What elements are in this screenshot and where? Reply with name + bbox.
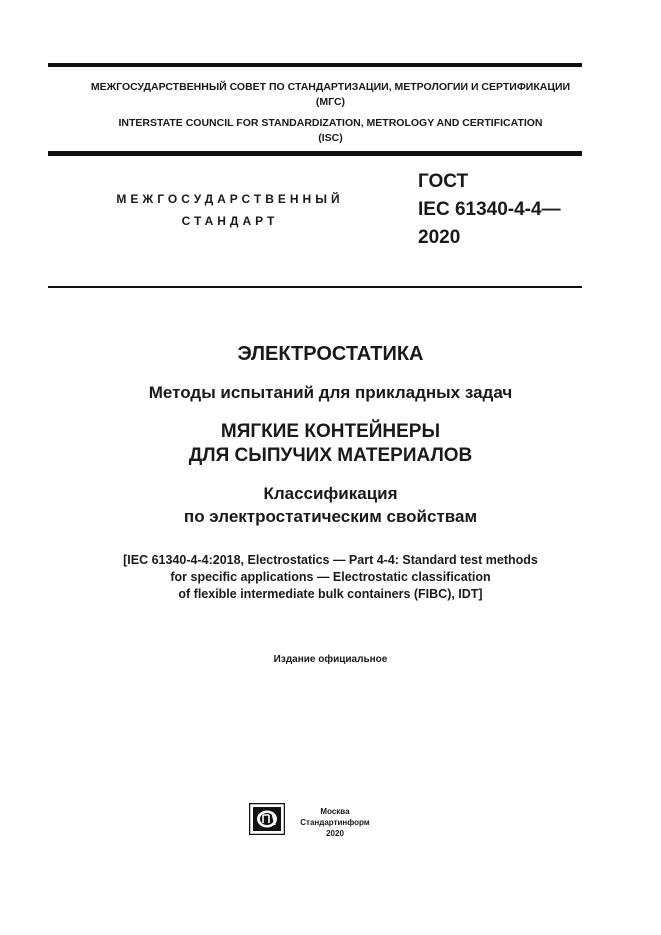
reference-line1: [IEC 61340-4-4:2018, Electrostatics — Part 4-4: Standard test methods: [123, 553, 538, 567]
council-ru-line2: (МГС): [315, 96, 346, 108]
iec-reference: [0, 552, 661, 603]
edition-label: Издание официальное: [273, 654, 388, 665]
top-rule: [48, 63, 582, 67]
subtitle: Методы испытаний для прикладных задач: [148, 383, 513, 402]
council-en-line1: INTERSTATE COUNCIL FOR STANDARDIZATION, METROLOGY AND CERTIFICATION: [118, 117, 543, 129]
part-title-line1: МЯГКИЕ КОНТЕЙНЕРЫ: [220, 421, 441, 442]
part-title: [0, 420, 661, 468]
reference-line3: of flexible intermediate bulk containers (FIBC), IDT]: [178, 587, 483, 601]
standartinform-logo-icon: [249, 803, 285, 835]
designation-rule: [48, 286, 582, 288]
publisher-info: [292, 806, 378, 839]
designation-line1: ГОСТ: [418, 171, 469, 192]
standard-designation: [418, 168, 561, 252]
publisher-city: Москва: [320, 807, 350, 816]
council-rule: [48, 151, 582, 156]
publisher-year: 2020: [326, 829, 344, 838]
designation-line3: 2020: [418, 227, 461, 248]
council-ru-line1: МЕЖГОСУДАРСТВЕННЫЙ СОВЕТ ПО СТАНДАРТИЗАЦИИ, МЕТРОЛОГИИ И СЕРТИФИКАЦИИ: [90, 81, 571, 93]
classification-line2: по электростатическим свойствам: [183, 507, 478, 526]
main-title: ЭЛЕКТРОСТАТИКА: [237, 343, 424, 365]
standard-type-line1: МЕЖГОСУДАРСТВЕННЫЙ: [116, 192, 344, 206]
standard-type-line2: СТАНДАРТ: [181, 214, 279, 228]
part-title-line2: ДЛЯ СЫПУЧИХ МАТЕРИАЛОВ: [188, 445, 473, 466]
standard-type: [90, 188, 370, 232]
council-en-line2: (ISC): [318, 132, 343, 144]
reference-line2: for specific applications — Electrostatic classification: [170, 570, 491, 584]
council-header: [0, 80, 661, 146]
publisher-name: Стандартинформ: [300, 818, 370, 827]
classification-line1: Классификация: [263, 484, 398, 503]
designation-line2: IEC 61340-4-4—: [418, 199, 561, 220]
classification-title: [0, 482, 661, 528]
